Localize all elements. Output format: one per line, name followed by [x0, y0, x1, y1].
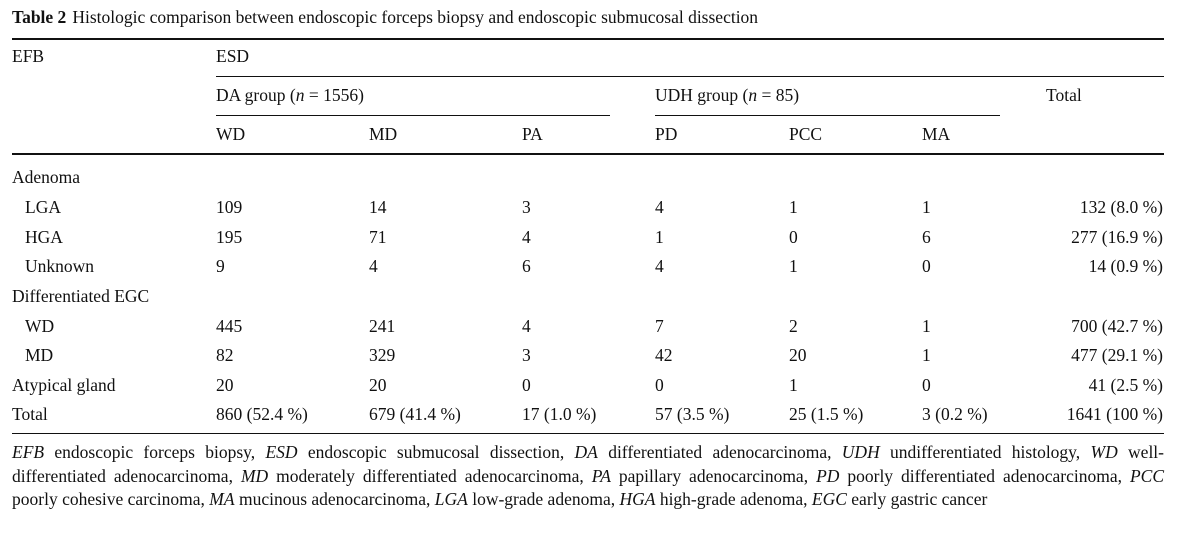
table-cell: 195 [216, 227, 243, 247]
table-cell: 329 [369, 345, 396, 365]
table-cell: 3 (0.2 %) [922, 404, 988, 424]
body-bottom-rule [12, 433, 1164, 434]
footnote-abbr: EFB [12, 442, 45, 462]
footnote-abbr: EGC [811, 489, 847, 509]
table-cell: 445 [216, 316, 243, 336]
subcol-md: MD [369, 124, 398, 144]
table-cell: 0 [655, 375, 664, 395]
footnote-definition: low-grade adenoma, [467, 489, 620, 509]
footnote-abbr: MA [209, 489, 235, 509]
table-cell: 1 [922, 345, 931, 365]
subcol-pcc: PCC [789, 124, 823, 144]
footnote-definition: endoscopic submucosal dissection, [297, 442, 575, 462]
footnote-abbr: WD [1090, 442, 1118, 462]
footnote-definition: poorly cohesive carcinoma, [12, 489, 210, 509]
table-label: Table 2 [12, 7, 67, 27]
subcol-pa: PA [522, 124, 543, 144]
total-cell: 700 (42.7 %) [1071, 316, 1163, 336]
footnote-abbr: LGA [434, 489, 468, 509]
table-cell: 3 [522, 197, 531, 217]
table-cell: 1 [789, 256, 798, 276]
row-label: Adenoma [12, 167, 81, 187]
footnote-definition: early gastric cancer [846, 489, 988, 509]
table-cell: 82 [216, 345, 234, 365]
header-esd: ESD [216, 46, 250, 66]
table-caption [12, 7, 758, 28]
footnote-abbr: DA [574, 442, 598, 462]
table-cell: 0 [922, 375, 931, 395]
table-cell: 20 [369, 375, 387, 395]
footnote-definition: endoscopic forceps biopsy, [44, 442, 266, 462]
table-cell: 71 [369, 227, 387, 247]
header-efb: EFB [12, 46, 45, 66]
table-cell: 42 [655, 345, 673, 365]
footnote-abbr: MD [240, 465, 269, 486]
table-cell: 1 [789, 375, 798, 395]
table-cell: 14 [369, 197, 387, 217]
header-da-group: DA group (n = 1556) [216, 85, 364, 105]
table-cell: 20 [216, 375, 234, 395]
table-cell: 1 [922, 316, 931, 336]
table-cell: 4 [522, 316, 531, 336]
table-cell: 1 [922, 197, 931, 217]
udh-group-rule [655, 115, 1000, 116]
row-label: Unknown [25, 256, 95, 276]
table-cell: 0 [522, 375, 531, 395]
table-cell: 20 [789, 345, 807, 365]
table-title: Histologic comparison between endoscopic forceps biopsy and endoscopic submucosal dissection [72, 7, 759, 27]
subcol-pd: PD [655, 124, 678, 144]
header-udh-group: UDH group (n = 85) [655, 85, 800, 105]
footnote-abbr: PCC [1129, 465, 1165, 486]
table-cell: 4 [369, 256, 378, 276]
total-cell: 477 (29.1 %) [1071, 345, 1163, 365]
header-bottom-rule [12, 153, 1164, 155]
table-cell: 1 [655, 227, 664, 247]
footnote-definition: undifferentiated histology, [879, 442, 1091, 462]
table-footnote [12, 441, 1164, 512]
row-label: MD [25, 345, 54, 365]
table-cell: 4 [655, 256, 664, 276]
total-cell: 277 (16.9 %) [1071, 227, 1163, 247]
table-cell: 0 [789, 227, 798, 247]
table-cell: 9 [216, 256, 225, 276]
row-label: Differentiated EGC [12, 286, 150, 306]
row-label: WD [25, 316, 55, 336]
total-cell: 1641 (100 %) [1066, 404, 1163, 424]
row-label: Total [12, 404, 48, 424]
table-cell: 860 (52.4 %) [216, 404, 308, 424]
total-cell: 132 (8.0 %) [1079, 197, 1163, 217]
table-cell: 25 (1.5 %) [789, 404, 864, 424]
table-cell: 7 [655, 316, 664, 336]
footnote-definition: moderately differentiated adenocarcinoma, [268, 465, 592, 486]
footnote-definition: high-grade adenoma, [655, 489, 812, 509]
top-rule [12, 38, 1164, 40]
da-group-rule [216, 115, 610, 116]
table-cell: 2 [789, 316, 798, 336]
table-cell: 6 [922, 227, 931, 247]
esd-rule [216, 76, 1164, 77]
table-cell: 4 [655, 197, 664, 217]
footnote-abbr: ESD [265, 442, 298, 462]
footnote-abbr: UDH [841, 442, 880, 462]
subcol-wd: WD [216, 124, 246, 144]
table-cell: 1 [789, 197, 798, 217]
footnote-definition: well-differentiated adenocarcinoma, [12, 442, 1164, 486]
table-cell: 241 [369, 316, 396, 336]
table-cell: 57 (3.5 %) [655, 404, 730, 424]
subcol-ma: MA [922, 124, 951, 144]
header-total: Total [1046, 85, 1082, 105]
total-cell: 41 (2.5 %) [1088, 375, 1163, 395]
footnote-abbr: PA [591, 465, 611, 486]
table-cell: 6 [522, 256, 531, 276]
table-cell: 17 (1.0 %) [522, 404, 597, 424]
total-cell: 14 (0.9 %) [1088, 256, 1163, 276]
footnote-abbr: HGA [619, 489, 656, 509]
row-label: HGA [25, 227, 63, 247]
table-cell: 4 [522, 227, 531, 247]
footnote-definition: poorly differentiated adenocarcinoma, [839, 465, 1130, 486]
table-cell: 109 [216, 197, 243, 217]
row-label: Atypical gland [12, 375, 116, 395]
row-label: LGA [25, 197, 61, 217]
footnote-definition: mucinous adenocarcinoma, [234, 489, 435, 509]
table-cell: 0 [922, 256, 931, 276]
table-cell: 679 (41.4 %) [369, 404, 461, 424]
footnote-abbr: PD [816, 465, 840, 486]
footnote-definition: papillary adenocarcinoma, [610, 465, 817, 486]
table-cell: 3 [522, 345, 531, 365]
footnote-definition: differentiated adenocarcinoma, [597, 442, 842, 462]
